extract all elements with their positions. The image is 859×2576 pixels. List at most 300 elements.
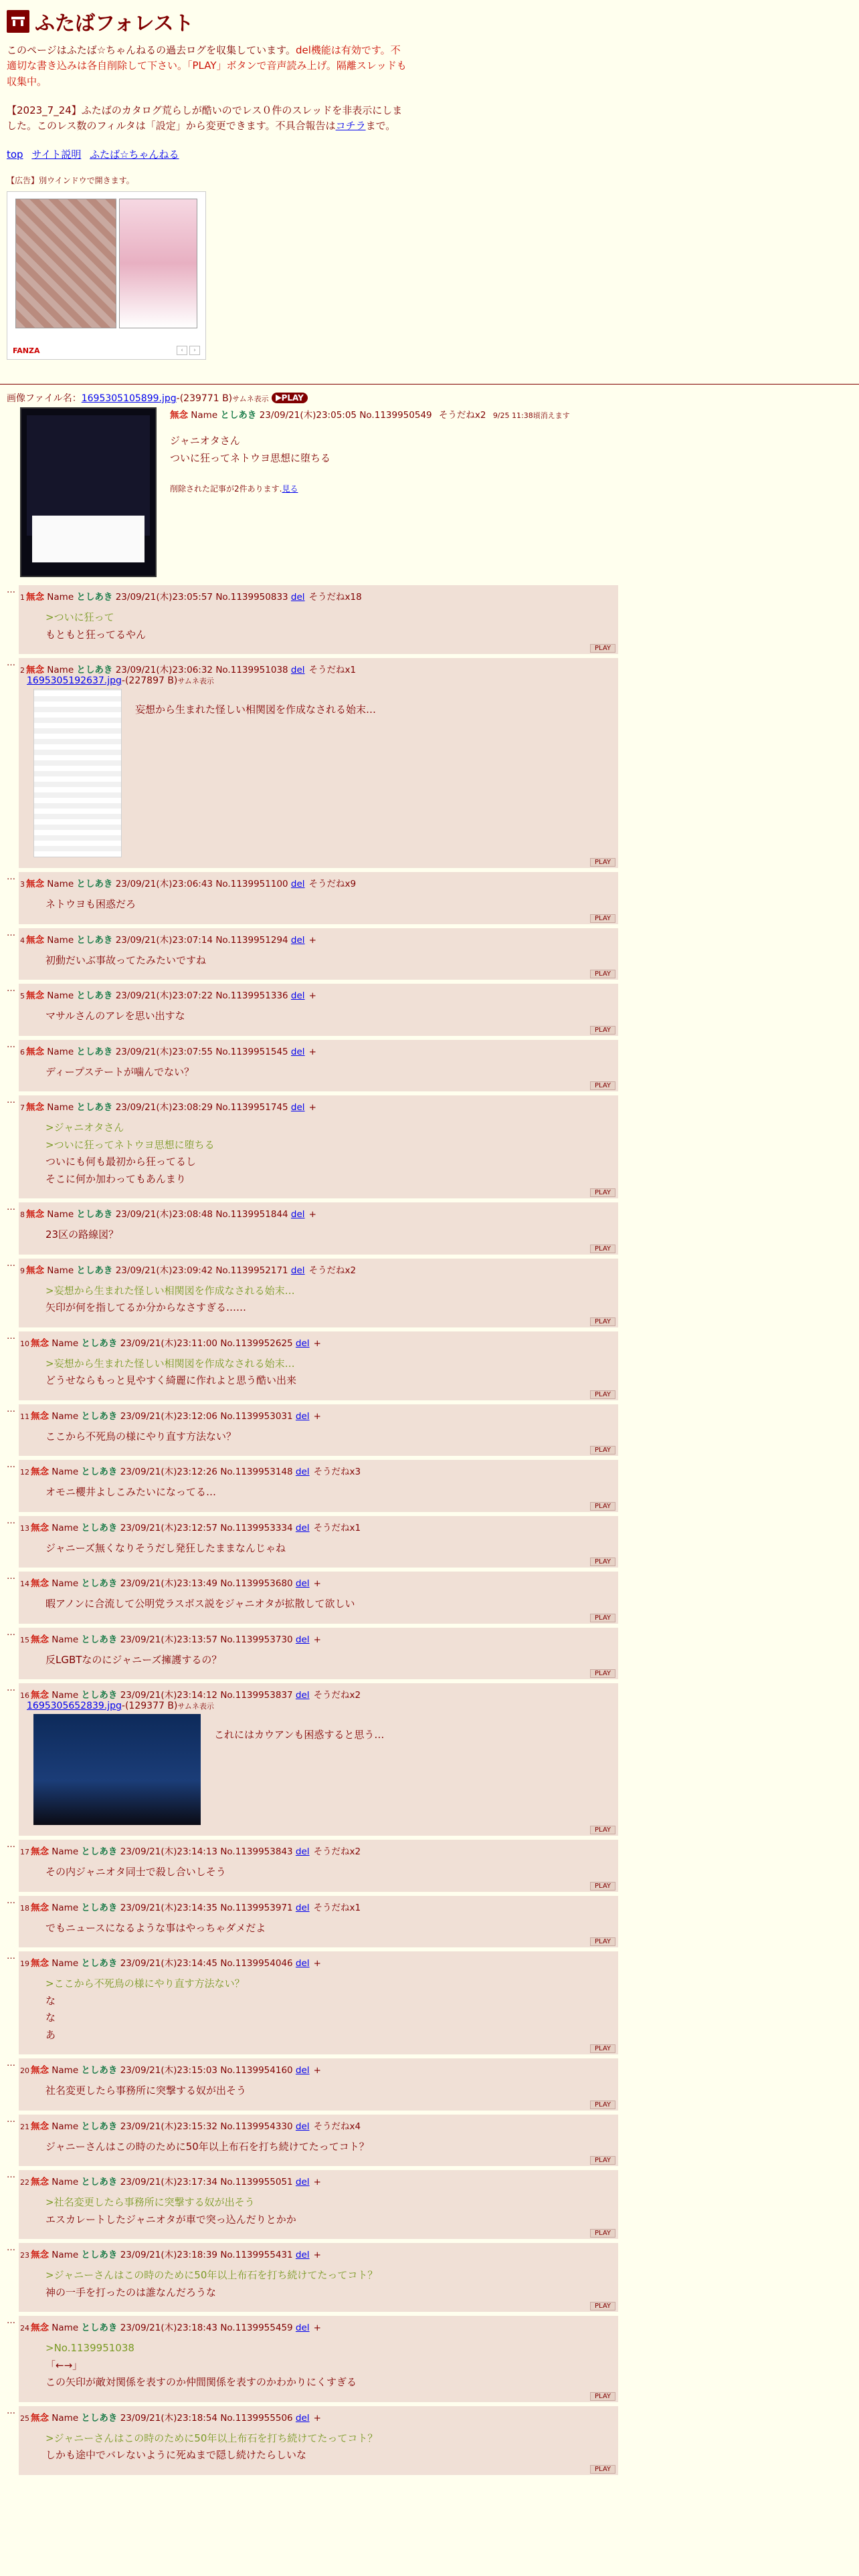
op-file-line: [7, 391, 852, 405]
reply-date: 23/09/21(木)23:14:12: [120, 1690, 218, 1701]
reply-no[interactable]: No.1139955051: [220, 2177, 293, 2188]
reply: [19, 1259, 618, 1327]
reply-subject: 無念: [31, 1634, 49, 1645]
reply-play-button[interactable]: PLAY: [590, 1245, 615, 1253]
sodane-button[interactable]: そうだねx1: [313, 1522, 361, 1533]
reply-play-button[interactable]: PLAY: [590, 1081, 615, 1090]
reply-name-label: Name: [47, 665, 74, 676]
reply-play-button[interactable]: PLAY: [590, 1502, 615, 1511]
reply-text-line: な: [45, 1994, 56, 2007]
reply-header: [19, 1206, 618, 1220]
reply: [19, 2170, 618, 2239]
reply-thumb-label[interactable]: サムネ表示: [177, 1702, 214, 1711]
op-play-button[interactable]: [272, 393, 308, 403]
reply-body: [19, 1969, 618, 2044]
reply-header: [19, 2410, 618, 2424]
reply-no[interactable]: No.1139953148: [220, 1467, 293, 1478]
sodane-button[interactable]: +: [313, 2250, 321, 2261]
sodane-button[interactable]: そうだねx1: [308, 665, 357, 676]
reply-body: [19, 1913, 618, 1937]
reply-name: としあき: [81, 2250, 118, 2261]
reply: [19, 658, 618, 868]
reply-no[interactable]: No.1139953971: [220, 1902, 293, 1913]
del-link[interactable]: del: [290, 665, 305, 676]
reply: [19, 1202, 618, 1255]
ad-arrows: [177, 346, 200, 355]
reply-name: としあき: [76, 665, 113, 676]
reply-body: [19, 1001, 618, 1025]
reply-header: [19, 2062, 618, 2076]
reply-play-button[interactable]: PLAY: [590, 1446, 615, 1455]
sodane-button[interactable]: +: [308, 934, 316, 946]
reply-text-line: ついにも何も最初から狂ってるし: [45, 1156, 197, 1168]
reply-play-button[interactable]: PLAY: [590, 2465, 615, 2474]
del-link[interactable]: del: [295, 1337, 310, 1349]
reply-play-button[interactable]: PLAY: [590, 1669, 615, 1678]
reply-text-line: もともと狂ってるやん: [45, 628, 147, 641]
reply-date: 23/09/21(木)23:18:54: [120, 2412, 218, 2424]
reply-number: 9: [20, 1266, 25, 1275]
reply-marker: …: [7, 1895, 15, 1906]
del-link[interactable]: del: [290, 1046, 305, 1057]
reply-marker: …: [7, 984, 15, 994]
ad-next-icon[interactable]: ›: [189, 346, 200, 355]
reply-name: としあき: [81, 1634, 118, 1645]
reply-name-label: Name: [52, 1902, 79, 1913]
del-link[interactable]: del: [290, 934, 305, 946]
del-link[interactable]: del: [290, 879, 305, 890]
reply-body: [19, 1422, 618, 1446]
reply-body: [19, 1113, 618, 1188]
reply-name: としあき: [81, 1410, 118, 1422]
reply-date: 23/09/21(木)23:15:32: [120, 2121, 218, 2132]
del-link[interactable]: del: [295, 1902, 310, 1913]
sodane-button[interactable]: +: [313, 2065, 321, 2076]
reply-no[interactable]: No.1139953680: [220, 1578, 293, 1590]
reply-number: 23: [20, 2251, 29, 2260]
reply-name-label: Name: [52, 1522, 79, 1533]
del-link[interactable]: del: [290, 1209, 305, 1220]
reply-number: 4: [20, 936, 25, 945]
reply-text-line: 「←→」: [45, 2359, 83, 2371]
reply-date: 23/09/21(木)23:08:48: [115, 1209, 213, 1220]
reply-header: [19, 876, 618, 889]
del-link[interactable]: del: [290, 1265, 305, 1276]
sodane-button[interactable]: +: [313, 2323, 321, 2334]
op-info: [170, 407, 852, 577]
reply-date: 23/09/21(木)23:14:35: [120, 1902, 218, 1913]
reply-row: [0, 1951, 859, 2054]
del-link[interactable]: del: [295, 1846, 310, 1858]
del-link[interactable]: del: [290, 990, 305, 1002]
reply-row: [0, 928, 859, 980]
reply-file-line: [19, 675, 618, 686]
reply-body: [19, 1589, 618, 1613]
reply-text-line: この矢印が敵対関係を表すのか仲間関係を表すのかわかりにくすぎる: [45, 2376, 357, 2389]
reply-number: 8: [20, 1210, 25, 1220]
del-link[interactable]: del: [295, 1578, 310, 1590]
reply-marker: …: [7, 2058, 15, 2069]
reply-name-label: Name: [47, 1209, 74, 1220]
sodane-button[interactable]: +: [313, 1578, 321, 1590]
reply-marker: …: [7, 1095, 15, 1106]
reply-header: [19, 1955, 618, 1969]
reply-header: [19, 2320, 618, 2333]
reply: [19, 2316, 618, 2402]
reply-body: [19, 889, 618, 914]
reply-marker: …: [7, 2243, 15, 2254]
op-play-label: PLAY: [281, 393, 304, 403]
reply-no[interactable]: No.1139951545: [215, 1046, 288, 1057]
reply-play-button[interactable]: PLAY: [590, 914, 615, 923]
op-text-line: ジャニオタさん: [170, 435, 240, 447]
reply-marker: …: [7, 1572, 15, 1582]
reply-row: [0, 1628, 859, 1680]
reply-play-button[interactable]: PLAY: [590, 644, 615, 653]
op-no[interactable]: No.1139950549: [359, 410, 432, 421]
reply-marker: …: [7, 2170, 15, 2181]
reply: [19, 2243, 618, 2312]
reply: [19, 585, 618, 654]
reply-number: 11: [20, 1412, 29, 1421]
op-sodane[interactable]: そうだねx2: [438, 410, 486, 421]
reply-play-button[interactable]: PLAY: [590, 858, 615, 867]
reply-header: [19, 662, 618, 675]
reply-quote-line: >No.1139951038: [45, 2342, 134, 2355]
reply: [19, 2058, 618, 2111]
reply-name-label: Name: [52, 2250, 79, 2261]
reply-play-button[interactable]: PLAY: [590, 2392, 615, 2401]
reply: [19, 1572, 618, 1624]
sodane-button[interactable]: +: [313, 2412, 321, 2424]
reply-quote-line: >ついに狂ってネトウヨ思想に堕ちる: [45, 1138, 215, 1151]
reply-no[interactable]: No.1139951294: [215, 934, 288, 946]
reply-no[interactable]: No.1139951336: [215, 990, 288, 1002]
reply-row: [0, 1040, 859, 1092]
reply-name: としあき: [76, 990, 113, 1002]
op-date: 23/09/21(木)23:05:05: [259, 410, 357, 421]
reply-text-line: そこに何か加わってもあんまり: [45, 1172, 186, 1185]
reply-row: [0, 1331, 859, 1400]
notice-post: まで。: [365, 120, 396, 132]
reply-list: [0, 585, 859, 2475]
reply: [19, 1896, 618, 1948]
nav-top-link[interactable]: top: [7, 148, 23, 161]
sodane-button[interactable]: +: [313, 1337, 321, 1349]
reply-marker: …: [7, 1202, 15, 1213]
reply-date: 23/09/21(木)23:06:43: [115, 879, 213, 890]
reply-no[interactable]: No.1139954160: [220, 2065, 293, 2076]
reply-header: [19, 1844, 618, 1857]
reply-name: としあき: [81, 1522, 118, 1533]
op-text: [170, 433, 852, 467]
reply-subject: 無念: [31, 1410, 49, 1422]
reply-name-label: Name: [47, 1046, 74, 1057]
reply-date: 23/09/21(木)23:18:39: [120, 2250, 218, 2261]
reply-subject: 無念: [26, 990, 44, 1002]
reply-body: [19, 1857, 618, 1881]
reply: [19, 1516, 618, 1568]
reply-marker: …: [7, 2316, 15, 2327]
reply-row: [0, 1840, 859, 1892]
reply-text-line: しかも途中でバレないように死ぬまで隠し続けたらしいな: [45, 2449, 307, 2462]
nav-about-link[interactable]: サイト説明: [31, 148, 82, 161]
reply-name-label: Name: [52, 2412, 79, 2424]
reply-play-button[interactable]: PLAY: [590, 1614, 615, 1622]
ad-brand: FANZA: [13, 346, 40, 356]
del-link[interactable]: del: [295, 2323, 310, 2334]
reply-header: [19, 1900, 618, 1913]
reply-number: 21: [20, 2122, 29, 2131]
reply-no[interactable]: No.1139953730: [220, 1634, 293, 1645]
reply-play-button[interactable]: PLAY: [590, 1390, 615, 1399]
reply-no[interactable]: No.1139953843: [220, 1846, 293, 1858]
reply-file-link[interactable]: 1695305192637.jpg: [27, 675, 122, 687]
op-file-label: 画像ファイル名：: [7, 393, 82, 405]
reply-row: [0, 2058, 859, 2111]
reply-name-label: Name: [47, 879, 74, 890]
reply-number: 1: [20, 593, 25, 603]
del-link[interactable]: del: [295, 2177, 310, 2188]
reply-name-label: Name: [47, 990, 74, 1002]
divider: [0, 384, 859, 385]
reply-play-button[interactable]: PLAY: [590, 2044, 615, 2053]
reply-date: 23/09/21(木)23:13:49: [120, 1578, 218, 1590]
reply-row: [0, 872, 859, 924]
op-text-line: ついに狂ってネトウヨ思想に堕ちる: [170, 451, 331, 464]
reply-quote-line: >妄想から生まれた怪しい相関図を作成なされる始末…: [45, 1357, 295, 1370]
reply-body: [19, 2132, 618, 2156]
op-body: [7, 407, 852, 577]
op-name: としあき: [220, 410, 257, 421]
reply-no[interactable]: No.1139955459: [220, 2323, 293, 2334]
reply-name: としあき: [81, 1958, 118, 1969]
reply-subject: 無念: [31, 2065, 49, 2076]
reply-name-label: Name: [52, 1410, 79, 1422]
reply: [19, 984, 618, 1036]
reply-date: 23/09/21(木)23:06:32: [115, 665, 213, 676]
reply-header: [19, 1464, 618, 1477]
reply: [19, 1683, 618, 1836]
reply-thumbnail[interactable]: [33, 1714, 201, 1825]
reply-thumbnail[interactable]: [33, 689, 122, 857]
sodane-button[interactable]: +: [308, 1046, 316, 1057]
reply-name-label: Name: [52, 2323, 79, 2334]
reply-play-button[interactable]: PLAY: [590, 2156, 615, 2165]
reply-subject: 無念: [31, 2323, 49, 2334]
reply-name: としあき: [81, 1690, 118, 1701]
reply-name-label: Name: [47, 592, 74, 603]
reply-number: 19: [20, 1959, 29, 1969]
reply-subject: 無念: [31, 2121, 49, 2132]
ad-image: [15, 199, 197, 327]
reply: [19, 872, 618, 924]
reply-name: としあき: [81, 2121, 118, 2132]
sodane-button[interactable]: そうだねx3: [313, 1467, 361, 1478]
reply-header: [19, 2247, 618, 2260]
reply-play-button[interactable]: PLAY: [590, 1317, 615, 1326]
reply-marker: …: [7, 585, 15, 596]
reply-file-size: -(227897 B): [121, 675, 178, 687]
reply-marker: …: [7, 1404, 15, 1414]
reply-row: [0, 1095, 859, 1198]
ad-label: 【広告】別ウインドウで開きます。: [7, 176, 134, 186]
sodane-button[interactable]: +: [313, 1634, 321, 1645]
reply-play-button[interactable]: PLAY: [590, 1826, 615, 1834]
reply-header: [19, 1263, 618, 1276]
reply-name-label: Name: [52, 1690, 79, 1701]
sodane-button[interactable]: +: [308, 1209, 316, 1220]
reply-text-line: 反LGBTなのにジャニーズ擁護するの？: [45, 1653, 222, 1666]
reply: [19, 1628, 618, 1680]
reply-header: [19, 1408, 618, 1422]
reply-play-button[interactable]: PLAY: [590, 2229, 615, 2238]
reply-text-line: 神の一手を打ったのは誰なんだろうな: [45, 2286, 217, 2298]
reply-subject: 無念: [31, 1522, 49, 1533]
del-link[interactable]: del: [295, 1467, 310, 1478]
reply-text-line: ネトウヨも困惑だろ: [45, 898, 136, 911]
reply-play-button[interactable]: PLAY: [590, 1188, 615, 1197]
reply-quote-line: >ここから不死鳥の様にやり直す方法ない？: [45, 1977, 245, 1990]
reply-no[interactable]: No.1139953334: [220, 1522, 293, 1533]
sodane-button[interactable]: そうだねx2: [313, 1690, 361, 1701]
reply-play-button[interactable]: PLAY: [590, 1026, 615, 1035]
sodane-button[interactable]: +: [313, 2177, 321, 2188]
reply-name-label: Name: [52, 1634, 79, 1645]
reply-no[interactable]: No.1139954046: [220, 1958, 293, 1969]
sodane-button[interactable]: +: [308, 990, 316, 1002]
reply-no[interactable]: No.1139951038: [215, 665, 288, 676]
op-omitted-text: 削除された記事が2件あります.: [170, 484, 282, 494]
reply-name-label: Name: [52, 1578, 79, 1590]
reply-no[interactable]: No.1139953031: [220, 1410, 293, 1422]
reply-play-button[interactable]: PLAY: [590, 1558, 615, 1566]
reply-quote-line: >妄想から生まれた怪しい相関図を作成なされる始末…: [45, 1284, 295, 1297]
sodane-button[interactable]: そうだねx4: [313, 2121, 361, 2132]
reply-marker: …: [7, 658, 15, 669]
reply-file-link[interactable]: 1695305652839.jpg: [27, 1701, 122, 1712]
reply-marker: …: [7, 1331, 15, 1341]
sodane-button[interactable]: +: [313, 1958, 321, 1969]
sodane-button[interactable]: そうだねx1: [313, 1902, 361, 1913]
reply-thumb-label[interactable]: サムネ表示: [177, 677, 214, 686]
sodane-button[interactable]: そうだねx2: [313, 1846, 361, 1858]
reply-subject: 無念: [31, 1337, 49, 1349]
reply-no[interactable]: No.1139952171: [215, 1265, 288, 1276]
reply-name-label: Name: [47, 1102, 74, 1113]
del-link[interactable]: del: [290, 592, 305, 603]
reply-no[interactable]: No.1139955506: [220, 2412, 293, 2424]
reply-body: [19, 1533, 618, 1558]
reply-no[interactable]: No.1139953837: [220, 1690, 293, 1701]
reply-image-row: [19, 686, 618, 857]
reply-date: 23/09/21(木)23:15:03: [120, 2065, 218, 2076]
reply-play-button[interactable]: PLAY: [590, 1937, 615, 1946]
sodane-button[interactable]: そうだねx9: [308, 879, 357, 890]
op-thumb-label[interactable]: サムネ表示: [232, 395, 269, 404]
reply-image-text: 妄想から生まれた怪しい相関図を作成なされる始末…: [135, 704, 377, 716]
ad-banner[interactable]: [7, 191, 206, 360]
del-link[interactable]: del: [295, 2065, 310, 2076]
reply-marker: …: [7, 1039, 15, 1050]
del-link[interactable]: del: [295, 1690, 310, 1701]
reply-play-button[interactable]: PLAY: [590, 1882, 615, 1891]
reply-no[interactable]: No.1139954330: [220, 2121, 293, 2132]
reply-name-label: Name: [52, 2065, 79, 2076]
del-link[interactable]: del: [295, 2121, 310, 2132]
reply-no[interactable]: No.1139951745: [215, 1102, 288, 1113]
reply-text-line: ここから不死鳥の様にやり直す方法ない？: [45, 1430, 237, 1442]
reply-row: [0, 1572, 859, 1624]
reply-name: としあき: [76, 879, 113, 890]
reply-number: 6: [20, 1047, 25, 1057]
reply-header: [19, 2119, 618, 2132]
reply-date: 23/09/21(木)23:11:00: [120, 1337, 218, 1349]
op-subject: 無念: [170, 410, 188, 421]
nav-futaba-link[interactable]: ふたば☆ちゃんねる: [90, 148, 179, 161]
ad-prev-icon[interactable]: ‹: [177, 346, 187, 355]
sodane-button[interactable]: そうだねx2: [308, 1265, 357, 1276]
reply-body: [19, 2187, 618, 2228]
reply-name: としあき: [76, 934, 113, 946]
reply-date: 23/09/21(木)23:12:06: [120, 1410, 218, 1422]
reply-subject: 無念: [31, 2177, 49, 2188]
reply-name: としあき: [76, 592, 113, 603]
reply-row: [0, 1516, 859, 1568]
sodane-button[interactable]: +: [308, 1102, 316, 1113]
reply-name-label: Name: [52, 1467, 79, 1478]
del-link[interactable]: del: [295, 1410, 310, 1422]
op-meta: [170, 407, 852, 421]
reply-row: [0, 658, 859, 868]
sodane-button[interactable]: +: [313, 1410, 321, 1422]
reply-body: [19, 1477, 618, 1501]
reply-subject: 無念: [31, 1578, 49, 1590]
del-link[interactable]: del: [295, 1958, 310, 1969]
site-title: [7, 7, 408, 36]
reply-play-button[interactable]: PLAY: [590, 2101, 615, 2109]
op-expire: 9/25 11:38頃消えます: [492, 411, 570, 421]
reply-header: [19, 988, 618, 1001]
nav-links: [7, 147, 408, 161]
sodane-button[interactable]: そうだねx18: [308, 592, 362, 603]
reply-text-line: オモニ櫻井よしこみたいになってる…: [45, 1486, 217, 1499]
reply-no[interactable]: No.1139951844: [215, 1209, 288, 1220]
reply-subject: 無念: [26, 1265, 44, 1276]
reply-play-button[interactable]: PLAY: [590, 970, 615, 978]
reply-text-line: その内ジャニオタ同士で殺し合いしそう: [45, 1866, 226, 1879]
del-link[interactable]: del: [295, 2250, 310, 2261]
reply-body: [19, 1645, 618, 1669]
del-link[interactable]: del: [290, 1102, 305, 1113]
del-link[interactable]: del: [295, 2412, 310, 2424]
op-thumbnail[interactable]: [20, 407, 157, 577]
reply-name-label: Name: [47, 1265, 74, 1276]
reply-no[interactable]: No.1139951100: [215, 879, 288, 890]
reply-no[interactable]: No.1139955431: [220, 2250, 293, 2261]
op-file-link[interactable]: 1695305105899.jpg: [81, 393, 177, 405]
del-link[interactable]: del: [295, 1634, 310, 1645]
reply-marker: …: [7, 1515, 15, 1526]
reply-no[interactable]: No.1139950833: [215, 592, 288, 603]
op-name-label: Name: [191, 410, 218, 421]
reply-play-button[interactable]: PLAY: [590, 2302, 615, 2311]
report-link[interactable]: コチラ: [335, 120, 366, 132]
reply-no[interactable]: No.1139952625: [220, 1337, 293, 1349]
del-link[interactable]: del: [295, 1522, 310, 1533]
op-omitted-link[interactable]: 見る: [282, 484, 298, 494]
reply-name-label: Name: [52, 2121, 79, 2132]
